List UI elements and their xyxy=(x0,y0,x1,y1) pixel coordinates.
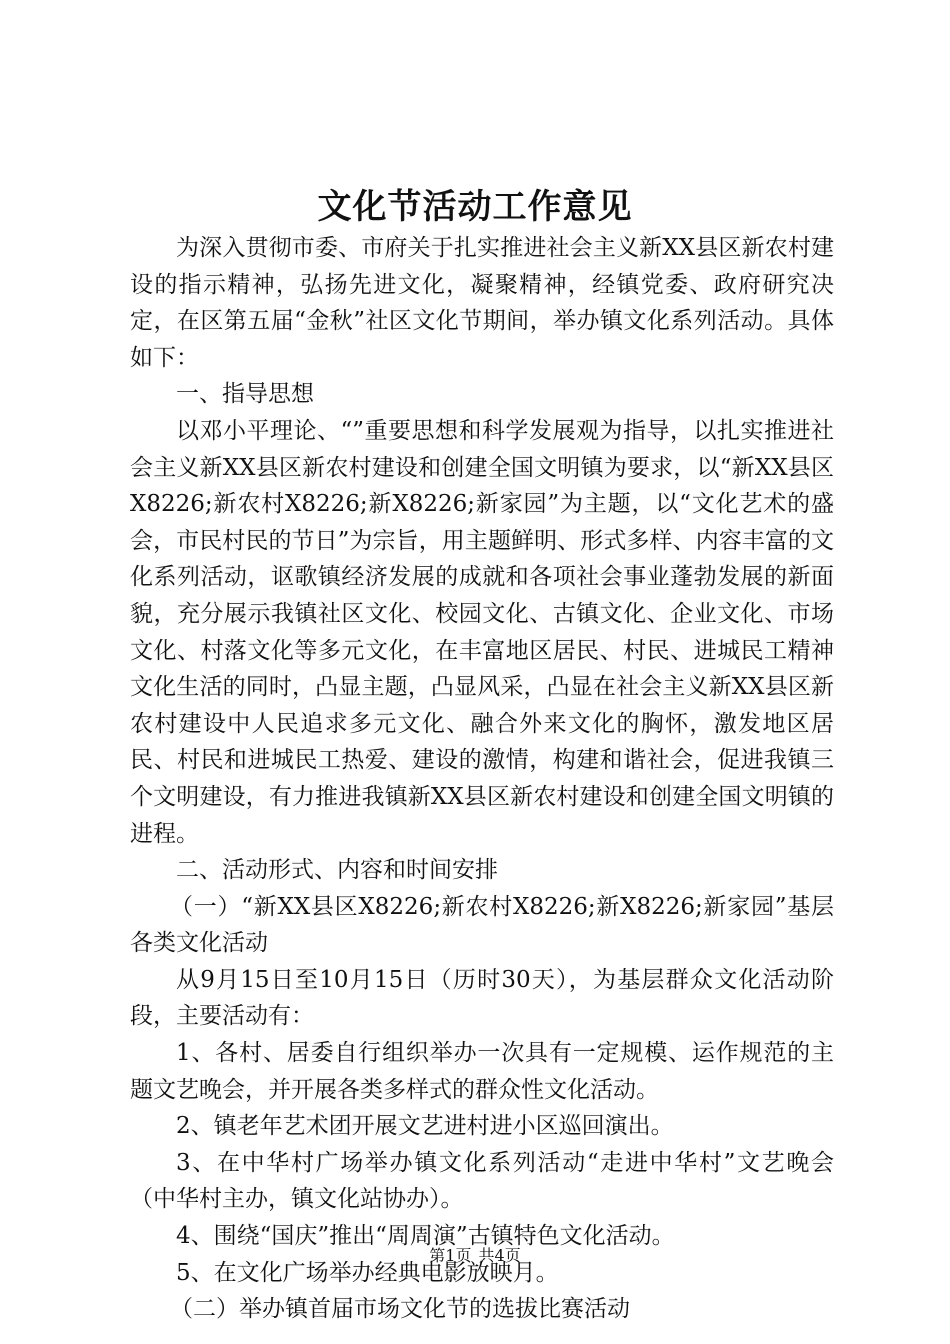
document-body xyxy=(130,230,834,1328)
activity-item-2: 2、镇老年艺术团开展文艺进村进小区巡回演出。 xyxy=(176,1113,674,1140)
activity-item-4: 4、围绕“国庆”推出“周周演”古镇特色文化活动。 xyxy=(176,1223,675,1250)
page-footer: 第1页 共4页 xyxy=(429,1246,521,1265)
section-heading-activities: 二、活动形式、内容和时间安排 xyxy=(176,857,498,884)
intro-paragraph: 为深入贯彻市委、市府关于扎实推进社会主义新XX县区新农村建设的指示精神，弘扬先进文化，凝聚精神，经镇党委、政府研究决定，在区第五届“金秋”社区文化节期间，举办镇文化系列活动。具体如下： xyxy=(130,235,834,371)
activity-item-1: 1、各村、居委自行组织举办一次具有一定规模、运作规范的主题文艺晚会，并开展各类多样式的群众性文化活动。 xyxy=(130,1040,834,1103)
section-heading-guiding-thought: 一、指导思想 xyxy=(176,381,314,408)
subsection-heading-grassroots: （一）“新XX县区X8226;新农村X8226;新X8226;新家园”基层各类文化活动 xyxy=(130,893,834,957)
document-title: 文化节活动工作意见 xyxy=(317,187,633,227)
activity-item-5: 5、在文化广场举办经典电影放映月。 xyxy=(176,1259,559,1286)
schedule-paragraph: 从9月15日至10月15日（历时30天），为基层群众文化活动阶段，主要活动有： xyxy=(130,966,834,1030)
activity-item-3: 3、在中华村广场举办镇文化系列活动“走进中华村”文艺晚会（中华村主办，镇文化站协办）。 xyxy=(130,1149,834,1213)
subsection-heading-market-festival: （二）举办镇首届市场文化节的选拔比赛活动 xyxy=(170,1296,630,1323)
guiding-thought-paragraph: 以邓小平理论、“”重要思想和科学发展观为指导，以扎实推进社会主义新XX县区新农村建设和创建全国文明镇为要求，以“新XX县区X8226;新农村X8226;新X8226;新家园”为主题，以“文化艺术的盛会，市民村民的节日”为宗旨，用主题鲜明、形式多样、内容丰富的文化系列活动，讴歌镇经济发展的成就和各项社会事业蓬勃发展的新面貌，充分展示我镇社区文化、校园文化、古镇文化、企业文化、市场文化、村落文化等多元文化，在丰富地区居民、村民、进城民工精神文化生活的同时，凸显主题，凸显风采，凸显在社会主义新XX县区新农村建设中人民追求多元文化、融合外来文化的胸怀，激发地区居民、村民和进城民工热爱、建设的激情，构建和谐社会，促进我镇三个文明建设，有力推进我镇新XX县区新农村建设和创建全国文明镇的进程。 xyxy=(130,417,834,847)
